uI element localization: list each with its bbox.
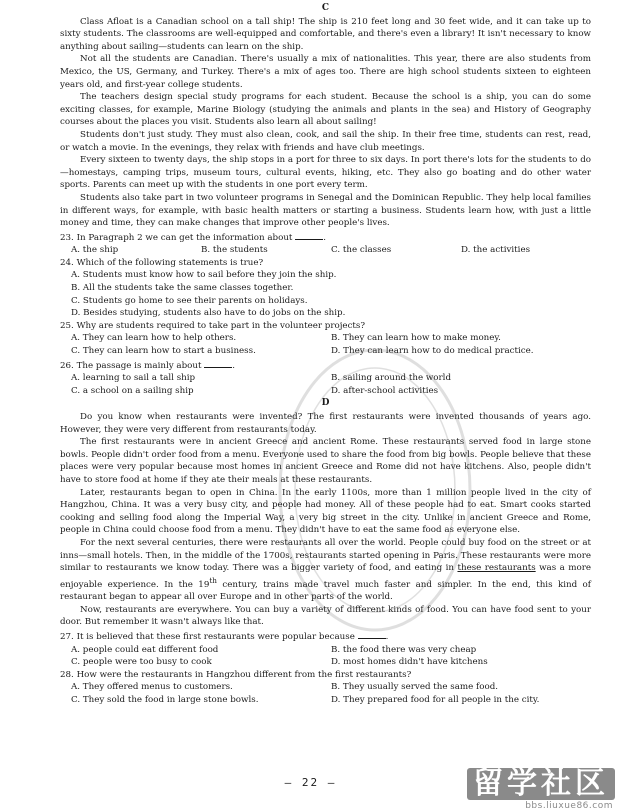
- d-paragraph-1: Do you know when restaurants were invented? The first restaurants were invented thousands of years ago. However, they were very different from restaurants today.: [60, 412, 591, 435]
- options-26: [60, 372, 591, 397]
- question-25: 25. Why are students required to take part in the volunteer projects?: [60, 320, 366, 331]
- watermark-logo: 留学社区: [467, 768, 615, 800]
- option-d[interactable]: D. Besides studying, students also have to do jobs on the ship.: [71, 308, 346, 319]
- option-a[interactable]: A. They offered menus to customers.: [71, 682, 233, 693]
- option-a[interactable]: A. the ship: [71, 245, 119, 256]
- option-a[interactable]: A. They can learn how to help others.: [71, 333, 237, 344]
- para-text: For the next several centuries, there were restaurants all over the world. People could buy food on the street or at inns—small hotels. Then, in the middle of the 1700s, restaurants started opening in Paris. These restaurants were more similar to restaurants we know today. There was a bigger variety of food, and eating in: [60, 537, 591, 574]
- c-paragraph-2: Not all the students are Canadian. There's usually a mix of nationalities. This year, there are also students from Mexico, the US, Germany, and Turkey. There's a mix of ages too. There are high school students sixteen to eighteen years old, and first-year college students.: [60, 54, 591, 90]
- site-watermark: [445, 768, 615, 812]
- option-d[interactable]: D. They prepared food for all people in the city.: [331, 694, 540, 705]
- para-text: century, trains made travel much faster and simpler. In the end, this kind of restaurant began to appear all over Europe and in other parts of the world.: [60, 579, 591, 603]
- answer-blank[interactable]: [295, 230, 323, 240]
- option-b[interactable]: B. They can learn how to make money.: [331, 333, 501, 344]
- option-c[interactable]: C. They sold the food in large stone bowls.: [71, 694, 259, 705]
- options-23: [60, 244, 591, 257]
- option-b[interactable]: B. They usually served the same food.: [331, 682, 499, 693]
- option-c[interactable]: C. Students go home to see their parents on holidays.: [71, 295, 308, 306]
- options-25: [60, 332, 591, 357]
- page-number: — 22 —: [284, 776, 337, 789]
- answer-blank[interactable]: [204, 358, 232, 368]
- superscript: th: [209, 575, 217, 585]
- question-23: [60, 230, 591, 245]
- option-d[interactable]: D. after-school activities: [331, 385, 439, 396]
- question-26: [60, 358, 591, 373]
- question-stem-end: .: [232, 360, 235, 371]
- question-stem: 23. In Paragraph 2 we can get the information about: [60, 232, 293, 243]
- option-b[interactable]: B. All the students take the same classes together.: [71, 283, 294, 294]
- underlined-phrase: these restaurants: [457, 563, 536, 574]
- option-b[interactable]: B. the food there was very cheap: [331, 644, 477, 655]
- question-stem: 27. It is believed that these first restaurants were popular because: [60, 631, 355, 642]
- question-24: 24. Which of the following statements is true?: [60, 257, 264, 268]
- para-text: was a more enjoyable experience. In the 19: [60, 563, 592, 590]
- options-24: [60, 269, 591, 319]
- answer-blank[interactable]: [358, 629, 386, 639]
- question-28: 28. How were the restaurants in Hangzhou different from the first restaurants?: [60, 669, 412, 680]
- option-d[interactable]: D. the activities: [461, 245, 531, 256]
- c-paragraph-6: Students also take part in two volunteer programs in Senegal and the Dominican Republic. They help local families in different ways, for example, with basic health matters or starting a business. Students learn how, with just a little money and time, they can make changes that improve other people's lives.: [60, 192, 591, 229]
- option-c[interactable]: C. people were too busy to cook: [71, 657, 212, 668]
- option-a[interactable]: A. people could eat different food: [71, 644, 219, 655]
- option-b[interactable]: B. the students: [201, 245, 268, 256]
- question-27: [60, 629, 591, 644]
- c-paragraph-5: Every sixteen to twenty days, the ship stops in a port for three to six days. In port there's lots for the students to do—homestays, camping trips, museum tours, cultural events, hiking, etc. They also go boating and do other water sports. Parents can meet up with the students in one port every term.: [60, 155, 591, 191]
- watermark-url: bbs.liuxue86.com: [525, 801, 613, 811]
- option-a[interactable]: A. Students must know how to sail before they join the ship.: [71, 270, 337, 281]
- c-paragraph-4: Students don't just study. They must also clean, cook, and sail the ship. In their free time, students can rest, read, or watch a movie. In the evenings, they relax with friends and have club meetings.: [60, 129, 591, 153]
- option-c[interactable]: C. the classes: [331, 245, 392, 256]
- c-paragraph-1: Class Afloat is a Canadian school on a tall ship! The ship is 210 feet long and 30 feet wide, and it can take up to sixty students. The classrooms are well-equipped and comfortable, and there's even a library! It isn't necessary to know anything about sailing—students can learn on the ship.: [60, 16, 591, 52]
- option-a[interactable]: A. learning to sail a tall ship: [71, 373, 196, 384]
- option-d[interactable]: D. most homes didn't have kitchens: [331, 657, 488, 668]
- question-stem-end: .: [323, 232, 326, 243]
- d-paragraph-3: Later, restaurants began to open in China. In the early 1100s, more than 1 million people lived in the city of Hangzhou, China. It was a very busy city, and people had money. All of these people had to eat. Smart cooks started cooking and selling food along the Imperial Way, a very big street in the city. Unlike in ancient Greece and Rome, people in China could choose food from a menu. They didn't have to eat the same food as everyone else.: [60, 487, 591, 536]
- c-paragraph-3: The teachers design special study programs for each student. Because the school is a ship, you can do some exciting classes, for example, Marine Biology (studying the animals and plants in the sea) and History of Geography courses about the places you visit. Students also learn all about sailing!: [60, 92, 591, 128]
- section-d-title: D: [321, 398, 330, 409]
- d-paragraph-2: The first restaurants were in ancient Greece and ancient Rome. These restaurants served food in large stone bowls. People didn't order food from a menu. Everyone used to share the food from big bowls. People believe that these places were very popular because most homes in ancient Greece and Rome did not have kitchens. Also, people didn't have to store food at home if they ate their meals at these restaurants.: [60, 437, 591, 485]
- d-paragraph-4: [60, 537, 591, 604]
- option-b[interactable]: B. sailing around the world: [331, 373, 452, 384]
- option-d[interactable]: D. They can learn how to do medical practice.: [331, 346, 534, 357]
- question-stem: 26. The passage is mainly about: [60, 360, 202, 371]
- option-c[interactable]: C. a school on a sailing ship: [71, 385, 194, 396]
- d-paragraph-5: Now, restaurants are everywhere. You can buy a variety of different kinds of food. You can have food sent to your door. But remember it wasn't always like that.: [60, 604, 591, 628]
- section-c-title: C: [321, 3, 330, 13]
- option-c[interactable]: C. They can learn how to start a business.: [71, 346, 256, 357]
- options-28: [60, 681, 591, 706]
- options-27: [60, 644, 591, 669]
- question-stem-end: .: [385, 631, 389, 642]
